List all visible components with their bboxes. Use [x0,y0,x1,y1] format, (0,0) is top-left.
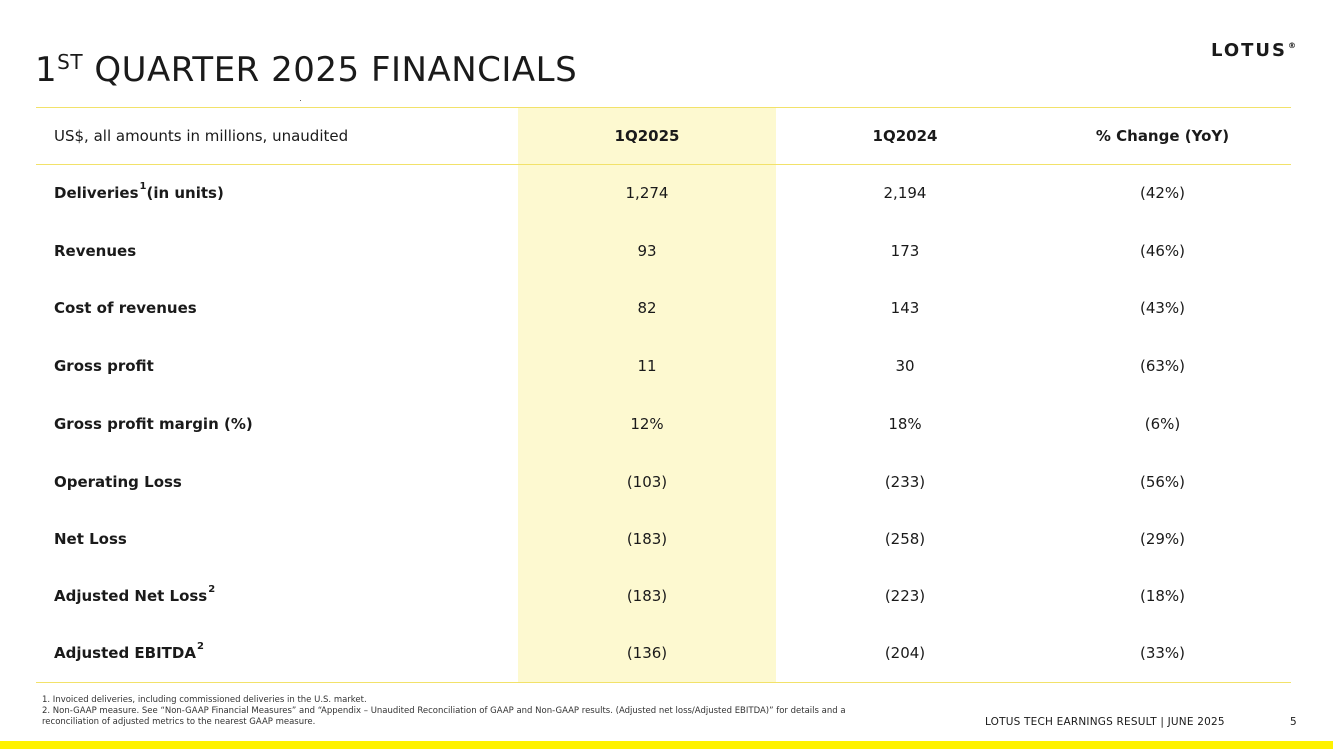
value-change-yoy: (42%) [1139,183,1186,202]
footnote-2: 2. Non-GAAP measure. See “Non-GAAP Financial Measures” and “Appendix – Unaudited Reconciliation of GAAP and Non-GAAP results. (Adjusted net loss/Adjusted EBITDA)” for details and a reconciliation of adjusted metrics to the nearest GAAP measure. [42,706,846,727]
row-label-text: Adjusted Net Loss [54,586,208,605]
footnote-1: 1. Invoiced deliveries, including commissioned deliveries in the U.S. market. [42,695,367,705]
row-label-text: Revenues [54,241,137,260]
table-row [36,624,1291,681]
footnote-ref: 2 [196,641,204,652]
value-1q2025: 12% [630,414,664,433]
table-header-row [36,107,1291,164]
value-1q2024: 143 [890,298,920,317]
row-label-text: Gross profit [54,356,154,375]
header-label: US$, all amounts in millions, unaudited [54,126,349,145]
value-1q2024: 173 [890,241,920,260]
logo-text: LOTUS [1211,40,1287,61]
row-label [54,510,514,567]
value-1q2025: 11 [637,356,657,375]
table-row [36,395,1291,452]
value-1q2024: (258) [884,529,926,548]
value-1q2024: 30 [895,356,915,375]
row-label [54,453,514,510]
value-change-yoy: (56%) [1139,472,1186,491]
value-change-yoy: (6%) [1144,414,1181,433]
row-label [54,624,514,681]
row-label [54,567,514,624]
footnote-ref: 2 [208,584,216,595]
value-change-yoy: (63%) [1139,356,1186,375]
row-label [54,337,514,394]
table-row [36,279,1291,336]
value-1q2024: (233) [884,472,926,491]
value-change-yoy: (43%) [1139,298,1186,317]
value-1q2025: (183) [626,586,668,605]
table-row [36,567,1291,624]
header-change-yoy: % Change (YoY) [1095,126,1230,145]
value-change-yoy: (29%) [1139,529,1186,548]
row-label-text: Cost of revenues [54,298,197,317]
value-change-yoy: (33%) [1139,643,1186,662]
row-label [54,164,514,221]
page-number: 5 [1290,716,1297,728]
stray-dot [300,100,301,101]
registered-mark-icon: ® [1288,41,1296,50]
row-label-text: Deliveries [54,183,139,202]
row-label-text: Adjusted EBITDA [54,643,196,662]
title-ordinal: ST [57,50,84,74]
value-1q2025: 93 [637,241,657,260]
row-label-text: Net Loss [54,529,127,548]
value-change-yoy: (46%) [1139,241,1186,260]
value-1q2024: (223) [884,586,926,605]
row-label-text: Operating Loss [54,472,182,491]
table-row [36,337,1291,394]
row-label [54,395,514,452]
header-1q2024: 1Q2024 [872,126,938,145]
row-label-text: Gross profit margin (%) [54,414,253,433]
footnotes [42,695,902,728]
header-1q2025: 1Q2025 [614,126,680,145]
title-number: 1 [35,50,58,90]
footer-title: LOTUS TECH EARNINGS RESULT | JUNE 2025 [985,716,1225,728]
bottom-accent-bar [0,741,1333,749]
value-change-yoy: (18%) [1139,586,1186,605]
value-1q2024: 2,194 [883,183,927,202]
row-label-suffix: (in units) [146,183,224,202]
title-text: QUARTER 2025 FINANCIALS [83,50,578,90]
row-label [54,222,514,279]
value-1q2025: (136) [626,643,668,662]
table-row [36,164,1291,221]
value-1q2025: (183) [626,529,668,548]
row-label [54,279,514,336]
value-1q2025: (103) [626,472,668,491]
table-row [36,510,1291,567]
lotus-logo [1211,40,1296,61]
value-1q2024: 18% [888,414,922,433]
table-bottom-rule [36,682,1291,683]
table-row [36,222,1291,279]
value-1q2024: (204) [884,643,926,662]
page-title [35,50,577,90]
value-1q2025: 82 [637,298,657,317]
footnote-ref: 1 [139,181,147,192]
table-row [36,453,1291,510]
financials-table [36,107,1291,683]
value-1q2025: 1,274 [625,183,669,202]
